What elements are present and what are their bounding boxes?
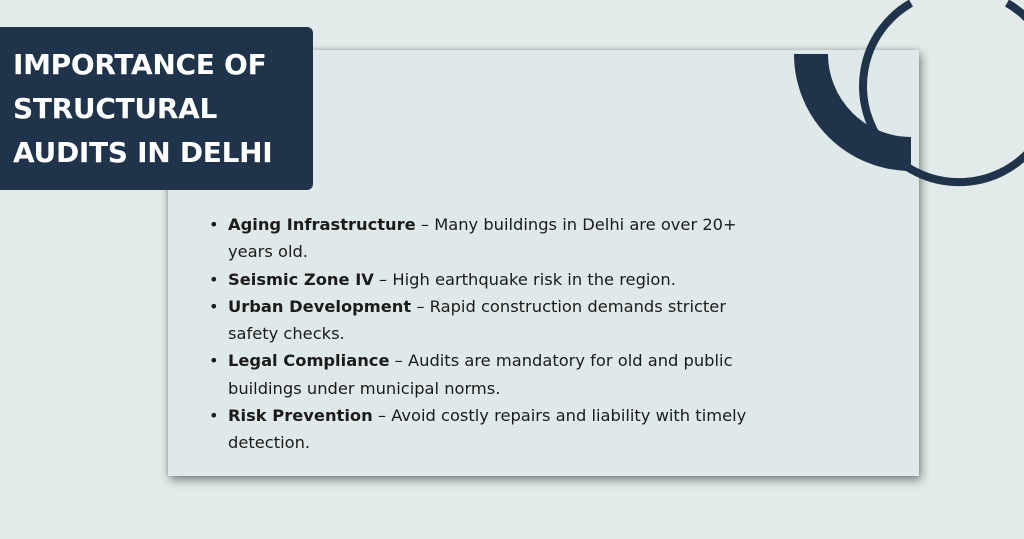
bullet-icon: • bbox=[209, 351, 219, 371]
title-line-2: STRUCTURAL bbox=[13, 92, 218, 125]
point-heading: Urban Development bbox=[228, 296, 412, 316]
point-text: – Avoid costly repairs and liability with timely detection. bbox=[228, 406, 747, 453]
point-heading: Legal Compliance bbox=[228, 351, 390, 371]
point-text: – High earthquake risk in the region. bbox=[373, 269, 676, 289]
list-item bbox=[208, 293, 748, 348]
list-item bbox=[208, 347, 748, 402]
point-text: – Many buildings in Delhi are over 20+ years old. bbox=[228, 215, 737, 262]
importance-list bbox=[208, 211, 748, 457]
list-item bbox=[208, 402, 748, 457]
title-box bbox=[0, 27, 313, 190]
list-item bbox=[208, 211, 748, 266]
point-heading: Seismic Zone IV bbox=[228, 269, 374, 289]
bullet-icon: • bbox=[209, 406, 219, 426]
title-line-1: IMPORTANCE OF bbox=[13, 48, 267, 81]
point-heading: Aging Infrastructure bbox=[228, 215, 416, 234]
title-line-3: AUDITS IN DELHI bbox=[13, 136, 273, 169]
bullet-icon: • bbox=[209, 296, 219, 316]
point-heading: Risk Prevention bbox=[228, 406, 373, 426]
point-text: – Rapid construction demands stricter safety checks. bbox=[228, 296, 727, 344]
bullet-icon: • bbox=[209, 215, 219, 234]
bullet-icon: • bbox=[209, 269, 219, 289]
list-item bbox=[208, 266, 748, 293]
point-text: – Audits are mandatory for old and public buildings under municipal norms. bbox=[228, 351, 733, 398]
